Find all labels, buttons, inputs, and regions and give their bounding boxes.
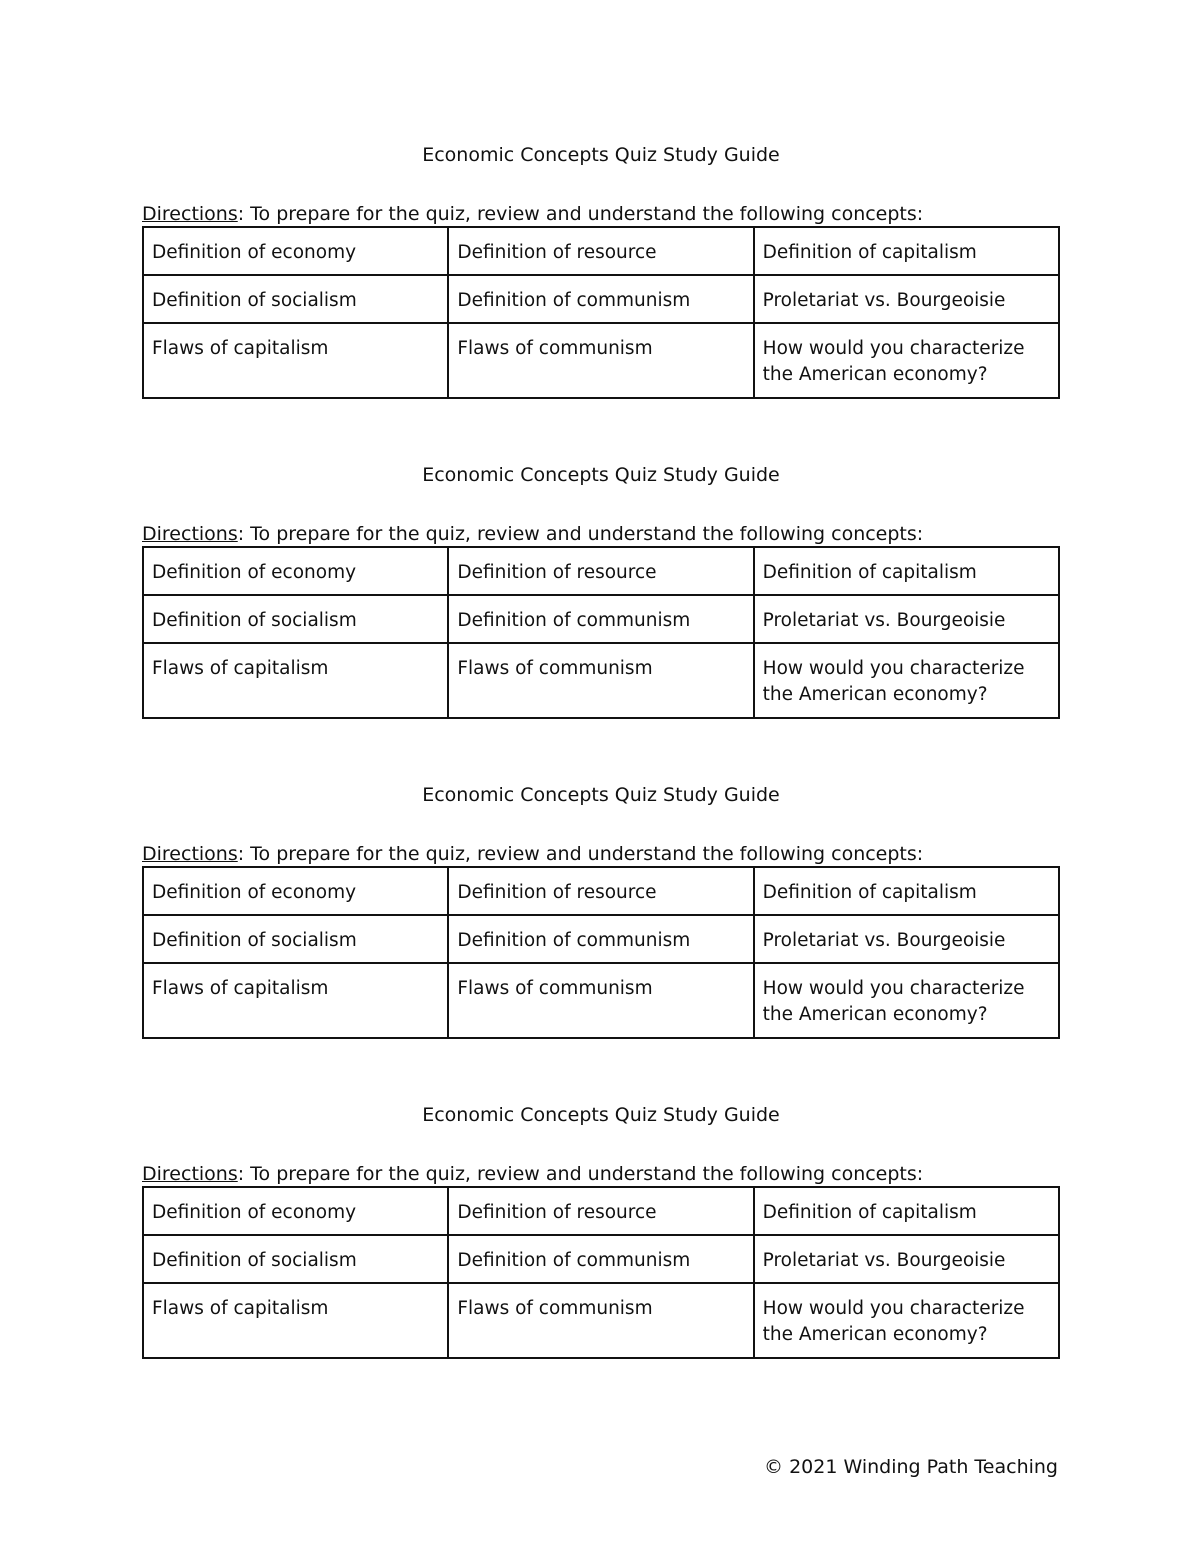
directions-text: : To prepare for the quiz, review and understand the following concepts: [237,203,924,225]
table-cell: Flaws of capitalism [143,323,448,398]
table-row [143,963,1059,1038]
table-cell: Definition of economy [143,867,448,915]
table-row [143,275,1059,323]
table-row [143,915,1059,963]
table-cell: Definition of socialism [143,915,448,963]
directions-text: : To prepare for the quiz, review and understand the following concepts: [237,1163,924,1185]
table-cell: Definition of capitalism [754,547,1059,595]
table-cell: Definition of communism [448,595,753,643]
table-cell: Definition of capitalism [754,227,1059,275]
table-row [143,867,1059,915]
table-cell: Flaws of communism [448,1283,753,1358]
table-row [143,1235,1059,1283]
table-cell: Flaws of capitalism [143,643,448,718]
table-cell: Definition of economy [143,547,448,595]
table-row [143,547,1059,595]
table-cell: Flaws of communism [448,963,753,1038]
study-guide-2 [142,463,1060,719]
table-cell: Definition of resource [448,547,753,595]
table-cell: Definition of socialism [143,1235,448,1283]
directions [142,202,1060,226]
table-cell: Definition of socialism [143,595,448,643]
table-cell: Flaws of communism [448,323,753,398]
table-cell: Proletariat vs. Bourgeoisie [754,915,1059,963]
study-guide-4 [142,1103,1060,1359]
directions-label: Directions [142,1163,238,1185]
table-cell: Definition of capitalism [754,1187,1059,1235]
directions-text: : To prepare for the quiz, review and understand the following concepts: [237,523,924,545]
table-cell: Definition of communism [448,915,753,963]
table-cell: Definition of socialism [143,275,448,323]
table-cell: Definition of resource [448,227,753,275]
concepts-table [142,546,1060,719]
table-cell: Definition of communism [448,1235,753,1283]
table-cell: How would you characterize the American economy? [754,963,1059,1038]
table-cell: Proletariat vs. Bourgeoisie [754,595,1059,643]
directions [142,1162,1060,1186]
table-cell: Flaws of capitalism [143,1283,448,1358]
table-cell: Flaws of capitalism [143,963,448,1038]
table-cell: Proletariat vs. Bourgeoisie [754,1235,1059,1283]
guide-title: Economic Concepts Quiz Study Guide [422,144,780,166]
concepts-table [142,1186,1060,1359]
table-cell: Definition of capitalism [754,867,1059,915]
table-cell: Definition of resource [448,1187,753,1235]
table-row [143,595,1059,643]
study-guide-1 [142,143,1060,399]
directions [142,842,1060,866]
guide-title: Economic Concepts Quiz Study Guide [422,464,780,486]
table-cell: How would you characterize the American economy? [754,643,1059,718]
directions-text: : To prepare for the quiz, review and understand the following concepts: [237,843,924,865]
table-cell: Definition of economy [143,1187,448,1235]
guide-title: Economic Concepts Quiz Study Guide [422,784,780,806]
table-cell: How would you characterize the American economy? [754,1283,1059,1358]
table-cell: Definition of resource [448,867,753,915]
table-row [143,643,1059,718]
directions-label: Directions [142,843,238,865]
directions [142,522,1060,546]
table-cell: Proletariat vs. Bourgeoisie [754,275,1059,323]
copyright-footer: © 2021 Winding Path Teaching [764,1456,1058,1478]
table-cell: How would you characterize the American economy? [754,323,1059,398]
table-cell: Definition of economy [143,227,448,275]
table-row [143,1283,1059,1358]
concepts-table [142,866,1060,1039]
directions-label: Directions [142,203,238,225]
table-row [143,323,1059,398]
table-row [143,1187,1059,1235]
table-cell: Flaws of communism [448,643,753,718]
directions-label: Directions [142,523,238,545]
concepts-table [142,226,1060,399]
table-cell: Definition of communism [448,275,753,323]
guide-title: Economic Concepts Quiz Study Guide [422,1104,780,1126]
table-row [143,227,1059,275]
study-guide-3 [142,783,1060,1039]
